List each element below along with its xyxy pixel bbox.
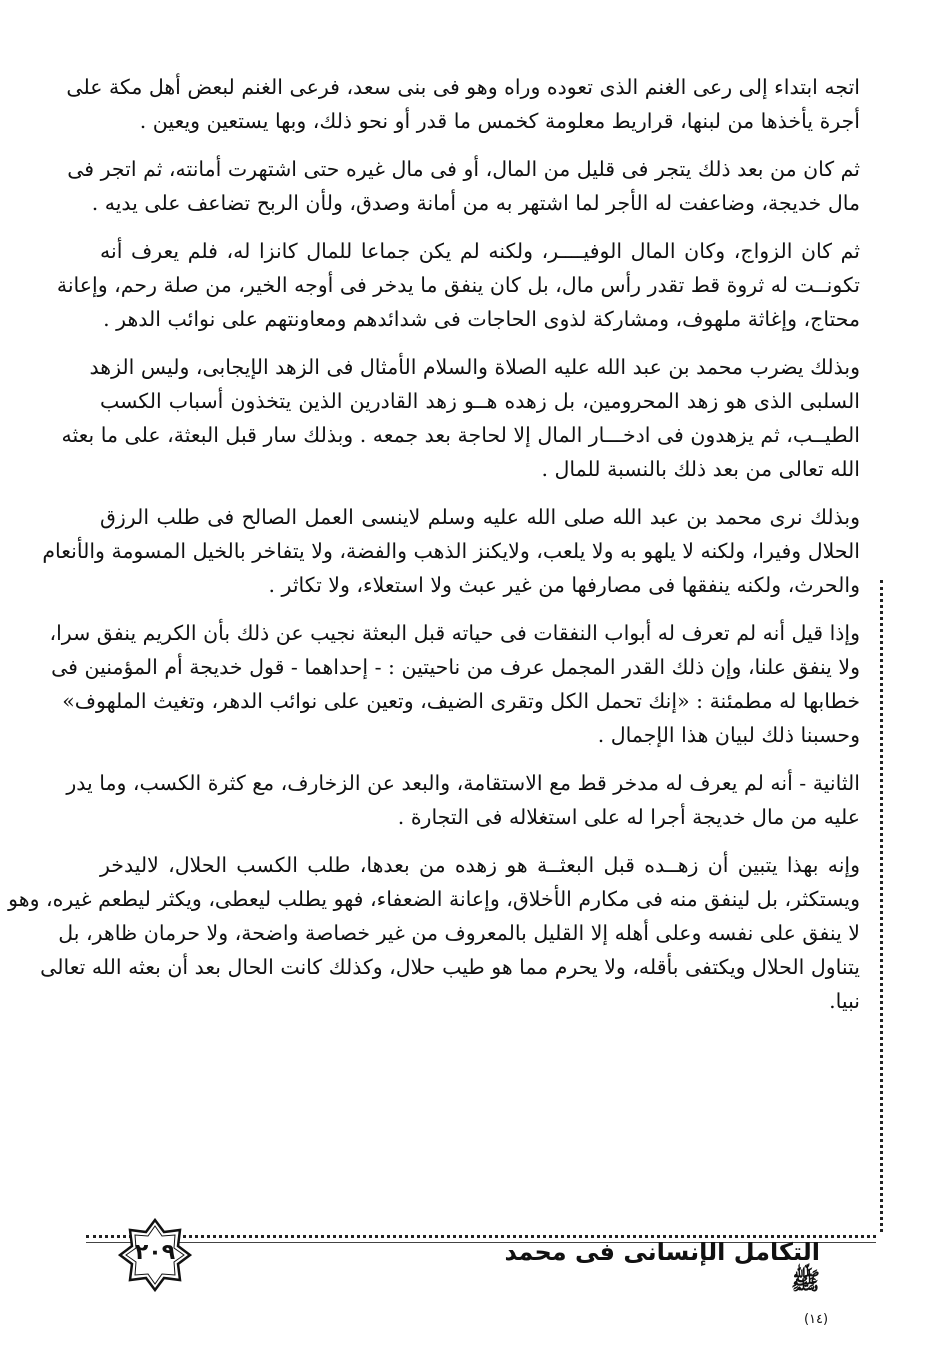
text-line: الطيــب، ثم يزهدون فى ادخـــار المال إلا لحاجة بعد جمعه . وبذلك سار قبل البعثة، على ما بعثه — [61, 423, 860, 447]
text-line: ثم كان من بعد ذلك يتجر فى قليل من المال، أو فى مال غيره حتى اشتهرت أمانته، ثم اتجر فى — [67, 157, 860, 181]
paragraph — [66, 70, 860, 138]
text-line: اتجه ابتداء إلى رعى الغنم الذى تعوده وراه وهو فى بنى سعد، فرعى الغنم لبعض أهل مكة على — [66, 75, 860, 99]
signature-mark: (١٤) — [803, 1312, 829, 1327]
text-line: مال خديجة، وضاعفت له الأجر لما اشتهر به من أمانة وصدق، ولأن الربح تضاعف على يديه . — [91, 191, 860, 215]
text-line: خطابها له مطمئنة : «إنك تحمل الكل وتقرى الضيف، وتعين على نوائب الدهر، وتغيث الملهوف» — [62, 689, 860, 713]
text-line: عليه من مال خديجة أجرا له على استغلاله فى التجارة . — [397, 805, 860, 829]
text-line: وإذا قيل أنه لم تعرف له أبواب النفقات فى حياته قبل البعثة نجيب عن ذلك بأن الكريم ينفق سرا، — [49, 621, 860, 645]
text-line: الله تعالى من بعد ذلك بالنسبة للمال . — [541, 457, 860, 481]
text-line: ولا ينفق علنا، وإن ذلك القدر المجمل عرف من ناحيتين : - إحداهما - قول خديجة أم المؤمنين فى — [51, 655, 860, 679]
text-line: السلبى الذى هو زهد المحرومين، بل زهده هــو زهد القادرين الذين يتخذون أسباب الكسب — [100, 389, 860, 413]
text-line: تكونــت له ثروة قط تقدر رأس مال، بل كان ينفق ما يدخر فى أوجه الخير، من صلة رحم، وإعانة — [56, 273, 860, 297]
text-line: وحسبنا ذلك لبيان هذا الإجمال . — [597, 723, 860, 747]
text-line: ويستكثر، بل لينفق منه فى مكارم الأخلاق، وإعانة الضعفاء، فهو يطلب ليعطى، ويكثر ليطعم غيره، وهو — [8, 887, 860, 911]
paragraph — [56, 234, 860, 336]
text-line: الحلال وفيرا، ولكنه لا يلهو به ولا يلعب، ولايكنز الذهب والفضة، ولا يتفاخر بالخيل المسومة والأنعام — [42, 539, 860, 563]
paragraph — [8, 848, 860, 1018]
text-line: والحرث، ولكنه ينفقها فى مصارفها من غير عبث ولا استعلاء، ولا تكاثر . — [268, 573, 860, 597]
paragraph — [49, 616, 860, 752]
body-text — [8, 70, 860, 1032]
text-line: محتاج، وإغاثة ملهوف، ومشاركة لذوى الحاجات فى شدائدهم ومعاونتهم على نوائب الدهر . — [103, 307, 860, 331]
decorative-frame-right — [872, 580, 883, 1232]
page-number: ٢٠٩ — [134, 1240, 176, 1265]
text-line: أجرة يأخذها من لبنها، قراريط معلومة كخمس ما قدر أو نحو ذلك، وبها يستعين ويعين . — [139, 109, 860, 133]
text-line: لا ينفق على نفسه وعلى أهله إلا القليل بالمعروف من غير خصاصة واضحة، ولا حرمان ظاهر، بل — [58, 921, 860, 945]
text-line: يتناول الحلال ويكتفى بأقله، ولا يحرم مما هو طيب حلال، وكذلك كانت الحال بعد أن بعثه الله تعالى — [40, 955, 860, 979]
text-line: وبذلك نرى محمد بن عبد الله صلى الله عليه وسلم لاينسى العمل الصالح فى طلب الرزق — [100, 505, 860, 529]
text-line: وإنه بهذا يتبين أن زهــده قبل البعثــة هو زهده من بعدها، طلب الكسب الحلال، لاليدخر — [100, 853, 860, 877]
paragraph — [66, 766, 860, 834]
text-line: وبذلك يضرب محمد بن عبد الله عليه الصلاة والسلام الأمثال فى الزهد الإيجابى، وليس الزهد — [89, 355, 860, 379]
paragraph — [61, 350, 860, 486]
text-line: نبيا. — [829, 989, 860, 1013]
running-title: التكامل الإنسانى فى محمد ﷺ — [504, 1238, 820, 1295]
paragraph — [42, 500, 860, 602]
text-line: الثانية - أنه لم يعرف له مدخر قط مع الاستقامة، والبعد عن الزخارف، مع كثرة الكسب، وما يدر — [66, 771, 860, 795]
text-line: ثم كان الزواج، وكان المال الوفيــــر، ولكنه لم يكن جماعا للمال كانزا له، فلم يعرف أنه — [100, 239, 860, 263]
paragraph — [67, 152, 860, 220]
